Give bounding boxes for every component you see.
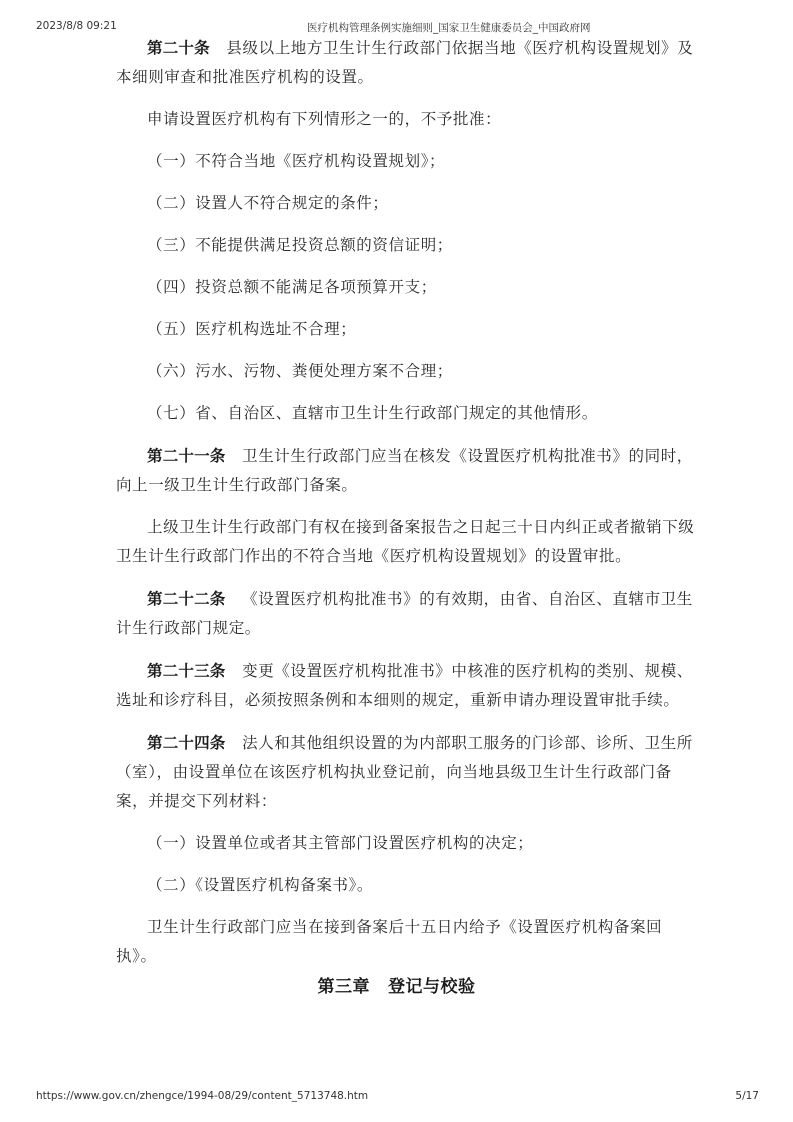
article-label: 第二十一条 xyxy=(147,447,226,465)
print-page-title: 医疗机构管理条例实施细则_国家卫生健康委员会_中国政府网 xyxy=(307,22,591,34)
article-21 xyxy=(116,442,698,500)
list-item: （四）投资总额不能满足各项预算开支； xyxy=(147,278,437,296)
article-20-intro: 申请设置医疗机构有下列情形之一的，不予批准： xyxy=(147,110,502,128)
chapter-title: 登记与校验 xyxy=(388,977,476,997)
article-label: 第二十三条 xyxy=(147,662,226,680)
document-body xyxy=(116,34,698,971)
list-item: （五）医疗机构选址不合理； xyxy=(147,320,357,338)
article-label: 第二十四条 xyxy=(147,734,226,752)
print-footer xyxy=(0,1090,793,1106)
list-item: （三）不能提供满足投资总额的资信证明； xyxy=(147,236,453,254)
list-item: （六）污水、污物、粪便处理方案不合理； xyxy=(147,362,453,380)
article-text: 法人和其他组织设置的为内部职工服务的门诊部、诊所、卫生所（室），由设置单位在该医疗机构执业登记前，向当地县级卫生计生行政部门备案，并提交下列材料： xyxy=(116,734,693,810)
article-text: 《设置医疗机构批准书》的有效期，由省、自治区、直辖市卫生计生行政部门规定。 xyxy=(116,590,693,637)
article-24-paragraph-2: 卫生计生行政部门应当在接到备案后十五日内给予《设置医疗机构备案回执》。 xyxy=(116,918,663,965)
article-24 xyxy=(116,729,698,816)
article-label: 第二十条 xyxy=(147,39,210,57)
list-item: （一）设置单位或者其主管部门设置医疗机构的决定； xyxy=(147,834,534,852)
article-20 xyxy=(116,34,698,92)
list-item: （二）设置人不符合规定的条件； xyxy=(147,194,389,212)
page-number: 5/17 xyxy=(735,1090,759,1102)
article-text: 卫生计生行政部门应当在核发《设置医疗机构批准书》的同时，向上一级卫生计生行政部门备案。 xyxy=(116,447,693,494)
article-21-paragraph-2: 上级卫生计生行政部门有权在接到备案报告之日起三十日内纠正或者撤销下级卫生计生行政部门作出的不符合当地《医疗机构设置规划》的设置审批。 xyxy=(116,518,695,565)
chapter-heading xyxy=(0,972,793,997)
list-item: （一）不符合当地《医疗机构设置规划》； xyxy=(147,152,446,170)
article-text: 县级以上地方卫生计生行政部门依据当地《医疗机构设置规划》及本细则审查和批准医疗机构的设置。 xyxy=(116,39,694,86)
article-23 xyxy=(116,657,698,715)
article-label: 第二十二条 xyxy=(147,590,226,608)
source-url: https://www.gov.cn/zhengce/1994-08/29/content_5713748.htm xyxy=(36,1090,369,1102)
print-timestamp: 2023/8/8 09:21 xyxy=(36,20,117,32)
list-item: （七）省、自治区、直辖市卫生计生行政部门规定的其他情形。 xyxy=(147,404,598,422)
chapter-number: 第三章 xyxy=(317,977,370,997)
article-text: 变更《设置医疗机构批准书》中核准的医疗机构的类别、规模、选址和诊疗科目，必须按照条例和本细则的规定，重新申请办理设置审批手续。 xyxy=(116,662,693,709)
list-item: （二）《设置医疗机构备案书》。 xyxy=(147,876,374,894)
article-22 xyxy=(116,585,698,643)
